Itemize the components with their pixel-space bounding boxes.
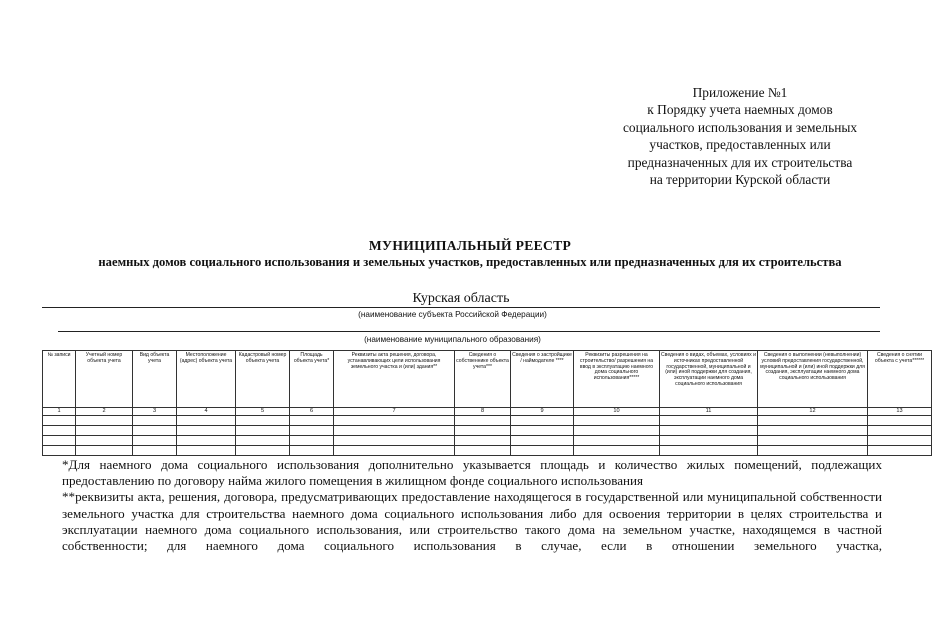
appendix-line: Приложение №1 [692, 85, 788, 100]
table-cell [511, 416, 574, 426]
column-header: Сведения о снятии объекта с учета****** [868, 351, 932, 408]
table-cell [43, 426, 76, 436]
table-row [43, 416, 932, 426]
table-cell [290, 426, 334, 436]
column-number: 10 [574, 408, 660, 416]
table-cell [574, 426, 660, 436]
table-cell [455, 446, 511, 456]
table-cell [574, 446, 660, 456]
column-header: Вид объекта учета [133, 351, 177, 408]
column-number: 7 [334, 408, 455, 416]
table-cell [133, 436, 177, 446]
table-cell [868, 446, 932, 456]
document-title: МУНИЦИПАЛЬНЫЙ РЕЕСТР [368, 238, 572, 253]
table-cell [660, 436, 758, 446]
table-cell [334, 436, 455, 446]
table-cell [43, 446, 76, 456]
column-header: Реквизиты разрешения на строительство/ разрешения на ввод в эксплуатацию наемного дома социального использования***** [574, 351, 660, 408]
table-cell [133, 426, 177, 436]
table-cell [290, 436, 334, 446]
appendix-line: на территории Курской области [649, 172, 831, 188]
table-cell [511, 436, 574, 446]
table-cell [511, 446, 574, 456]
column-header: Сведения о выполнении (невыполнении) условий предоставления государственной, муниципальной и (или) иной поддержки для создания, эксплуатации наемного дома социального использования [758, 351, 868, 408]
table-cell [290, 416, 334, 426]
appendix-line: социального использования и земельных [622, 119, 858, 135]
column-number: 9 [511, 408, 574, 416]
table-cell [43, 436, 76, 446]
municipality-caption: (наименование муниципального образования) [364, 335, 541, 344]
region-name: Курская область [42, 290, 880, 308]
table-header-row [43, 351, 932, 408]
column-number: 5 [236, 408, 290, 416]
footnote: *Для наемного дома социального использования дополнительно указывается площадь и количество жилых помещений, подлежащих предоставлению по договору найма жилого помещения в жилищном фонде социального использования [62, 457, 882, 489]
column-header: Местоположение (адрес) объекта учета [177, 351, 236, 408]
column-number: 12 [758, 408, 868, 416]
column-number: 4 [177, 408, 236, 416]
table-cell [660, 446, 758, 456]
table-cell [236, 446, 290, 456]
table-cell [574, 436, 660, 446]
table-cell [76, 426, 133, 436]
table-cell [177, 416, 236, 426]
table-cell [334, 446, 455, 456]
appendix-line: к Порядку учета наемных домов [647, 102, 833, 118]
table-cell [334, 416, 455, 426]
table-cell [290, 446, 334, 456]
table-cell [177, 446, 236, 456]
table-cell [236, 426, 290, 436]
table-row [43, 426, 932, 436]
column-number: 11 [660, 408, 758, 416]
table-cell [660, 416, 758, 426]
table-cell [758, 446, 868, 456]
table-cell [177, 436, 236, 446]
table-cell [868, 416, 932, 426]
table-row [43, 446, 932, 456]
column-number: 2 [76, 408, 133, 416]
table-cell [133, 416, 177, 426]
table-cell [43, 416, 76, 426]
municipality-line [58, 331, 880, 332]
table-cell [455, 436, 511, 446]
column-header: Реквизиты акта решения, договора, устанавливающих цели использования земельного участка и (или) здания** [334, 351, 455, 408]
column-header: Сведения о застройщике / наймодателе **** [511, 351, 574, 408]
table-cell [177, 426, 236, 436]
column-number: 6 [290, 408, 334, 416]
table-cell [76, 446, 133, 456]
column-number: 3 [133, 408, 177, 416]
appendix-note [585, 84, 895, 188]
footnotes [62, 457, 882, 554]
table-cell [236, 416, 290, 426]
column-number: 1 [43, 408, 76, 416]
document-subtitle: наемных домов социального использования и земельных участков, предоставленных или предназначенных для их строительства [98, 255, 842, 269]
table-cell [868, 426, 932, 436]
column-header: Сведения о собственнике объекта учета*** [455, 351, 511, 408]
table-cell [455, 426, 511, 436]
table-cell [660, 426, 758, 436]
table-cell [334, 426, 455, 436]
column-header: № записи [43, 351, 76, 408]
table-cell [511, 426, 574, 436]
registry-table [42, 350, 932, 456]
column-number: 8 [455, 408, 511, 416]
table-cell [236, 436, 290, 446]
column-header: Сведения о видах, объемах, условиях и источниках предоставленной государственной, муниципальной и (или) иной поддержки для создания, эксплуатации наемного дома социального использования [660, 351, 758, 408]
table-cell [133, 446, 177, 456]
table-cell [455, 416, 511, 426]
appendix-line: участков, предоставленных или [649, 137, 831, 153]
table-cell [76, 416, 133, 426]
table-cell [76, 436, 133, 446]
table-cell [574, 416, 660, 426]
column-header: Учетный номер объекта учета [76, 351, 133, 408]
table-cell [868, 436, 932, 446]
region-caption: (наименование субъекта Российской Федерации) [358, 310, 547, 319]
column-header: Площадь объекта учета* [290, 351, 334, 408]
appendix-line: предназначенных для их строительства [627, 154, 853, 170]
column-header: Кадастровый номер объекта учета [236, 351, 290, 408]
document-title-block [40, 237, 900, 271]
column-number: 13 [868, 408, 932, 416]
column-number-row [43, 408, 932, 416]
table-cell [758, 436, 868, 446]
table-cell [758, 416, 868, 426]
table-row [43, 436, 932, 446]
table-cell [758, 426, 868, 436]
footnote: **реквизиты акта, решения, договора, предусматривающих предоставление находящегося в государственной или муниципальной собственности земельного участка для строительства наемного дома социального использования либо для освоения территории в целях строительства и эксплуатации наемного дома социального использования, или строительство такого дома на земельном участке, находящемся в частной собственности; для наемного дома социального использования в случае, если в отношении земельного участка, [62, 489, 882, 554]
